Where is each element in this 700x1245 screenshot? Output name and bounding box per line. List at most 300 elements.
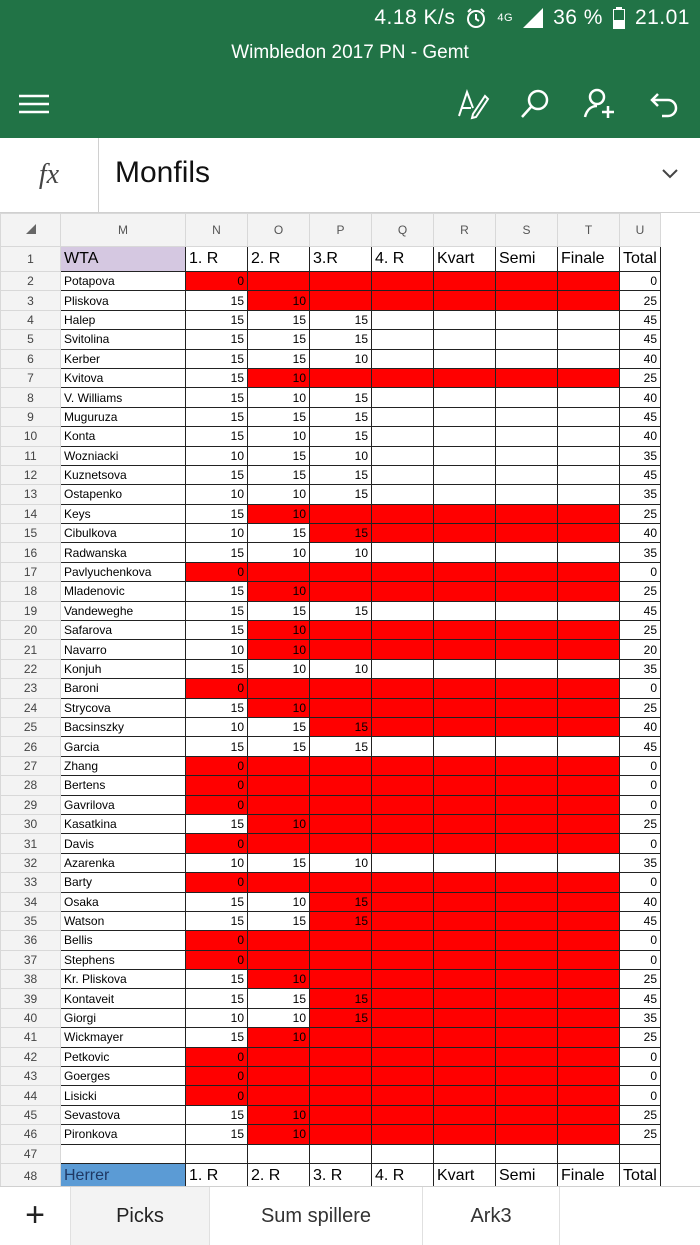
round-score-cell[interactable] [558,717,620,736]
search-icon[interactable] [518,86,554,122]
total-cell[interactable]: 25 [620,504,661,523]
total-cell[interactable]: 40 [620,717,661,736]
round-score-cell[interactable]: 15 [186,582,248,601]
player-name-cell[interactable]: Cibulkova [61,524,186,543]
round-score-cell[interactable]: 15 [248,853,310,872]
row-number[interactable]: 47 [1,1144,61,1163]
round-score-cell[interactable] [496,834,558,853]
player-name-cell[interactable]: Keys [61,504,186,523]
total-cell[interactable]: 25 [620,814,661,833]
row-number[interactable]: 14 [1,504,61,523]
row-number[interactable]: 8 [1,388,61,407]
total-cell[interactable]: 35 [620,659,661,678]
round-score-cell[interactable] [372,330,434,349]
row-number[interactable]: 46 [1,1125,61,1144]
round-score-cell[interactable] [496,1067,558,1086]
round-score-cell[interactable]: 0 [186,795,248,814]
round-score-cell[interactable] [434,795,496,814]
round-score-cell[interactable] [372,349,434,368]
round-score-cell[interactable] [372,582,434,601]
round-score-cell[interactable] [372,1047,434,1066]
player-name-cell[interactable]: Kontaveit [61,989,186,1008]
round-score-cell[interactable]: 10 [186,640,248,659]
player-name-cell[interactable]: Watson [61,911,186,930]
player-name-cell[interactable]: Pliskova [61,291,186,310]
row-number[interactable]: 31 [1,834,61,853]
round-score-cell[interactable]: 10 [248,1125,310,1144]
round-score-cell[interactable] [372,368,434,387]
player-name-cell[interactable]: Azarenka [61,853,186,872]
round-score-cell[interactable]: 15 [186,911,248,930]
header-cell[interactable]: Herrer [61,1163,186,1186]
round-score-cell[interactable] [496,368,558,387]
column-header[interactable]: S [496,214,558,247]
row-number[interactable]: 27 [1,756,61,775]
row-number[interactable]: 48 [1,1163,61,1186]
round-score-cell[interactable] [310,272,372,291]
row-number[interactable]: 17 [1,562,61,581]
round-score-cell[interactable] [496,465,558,484]
round-score-cell[interactable] [434,388,496,407]
total-cell[interactable]: 45 [620,601,661,620]
round-score-cell[interactable]: 10 [186,446,248,465]
round-score-cell[interactable] [434,621,496,640]
round-score-cell[interactable] [496,679,558,698]
total-cell[interactable]: 0 [620,756,661,775]
total-cell[interactable]: 25 [620,1105,661,1124]
round-score-cell[interactable]: 15 [310,737,372,756]
round-score-cell[interactable] [248,1086,310,1105]
round-score-cell[interactable]: 15 [248,911,310,930]
round-score-cell[interactable] [372,524,434,543]
round-score-cell[interactable]: 10 [248,892,310,911]
round-score-cell[interactable]: 15 [186,892,248,911]
round-score-cell[interactable] [248,679,310,698]
round-score-cell[interactable] [372,601,434,620]
round-score-cell[interactable]: 15 [310,601,372,620]
round-score-cell[interactable] [558,795,620,814]
total-cell[interactable]: 0 [620,873,661,892]
header-cell[interactable]: Total [620,1163,661,1186]
round-score-cell[interactable]: 10 [186,853,248,872]
round-score-cell[interactable] [496,892,558,911]
round-score-cell[interactable]: 15 [186,621,248,640]
formula-input[interactable]: Monfils [115,156,211,189]
header-cell[interactable]: Total [620,247,661,272]
total-cell[interactable]: 25 [620,291,661,310]
round-score-cell[interactable] [434,562,496,581]
player-name-cell[interactable]: Kerber [61,349,186,368]
round-score-cell[interactable] [248,795,310,814]
round-score-cell[interactable] [186,1144,248,1163]
player-name-cell[interactable]: Kasatkina [61,814,186,833]
player-name-cell[interactable]: Lisicki [61,1086,186,1105]
round-score-cell[interactable]: 15 [248,330,310,349]
round-score-cell[interactable]: 10 [248,970,310,989]
round-score-cell[interactable]: 15 [310,989,372,1008]
row-number[interactable]: 43 [1,1067,61,1086]
round-score-cell[interactable] [558,776,620,795]
row-number[interactable]: 15 [1,524,61,543]
round-score-cell[interactable] [558,1047,620,1066]
round-score-cell[interactable]: 15 [248,989,310,1008]
round-score-cell[interactable] [558,582,620,601]
round-score-cell[interactable] [434,330,496,349]
total-cell[interactable]: 0 [620,272,661,291]
round-score-cell[interactable] [372,465,434,484]
round-score-cell[interactable]: 0 [186,679,248,698]
round-score-cell[interactable] [434,446,496,465]
player-name-cell[interactable]: Petkovic [61,1047,186,1066]
round-score-cell[interactable] [496,543,558,562]
round-score-cell[interactable] [372,1105,434,1124]
round-score-cell[interactable] [496,1105,558,1124]
round-score-cell[interactable]: 15 [186,330,248,349]
round-score-cell[interactable] [558,485,620,504]
round-score-cell[interactable] [434,1105,496,1124]
header-cell[interactable]: Semi [496,1163,558,1186]
round-score-cell[interactable] [372,814,434,833]
round-score-cell[interactable] [248,1144,310,1163]
round-score-cell[interactable] [434,465,496,484]
total-cell[interactable]: 25 [620,698,661,717]
round-score-cell[interactable]: 10 [248,1105,310,1124]
round-score-cell[interactable]: 15 [186,291,248,310]
round-score-cell[interactable] [434,1047,496,1066]
round-score-cell[interactable] [496,737,558,756]
round-score-cell[interactable]: 15 [310,330,372,349]
round-score-cell[interactable] [434,504,496,523]
round-score-cell[interactable] [372,640,434,659]
total-cell[interactable]: 45 [620,911,661,930]
round-score-cell[interactable] [558,892,620,911]
round-score-cell[interactable] [434,931,496,950]
round-score-cell[interactable] [372,659,434,678]
round-score-cell[interactable] [372,892,434,911]
tab-sum-spillere[interactable]: Sum spillere [210,1187,423,1245]
round-score-cell[interactable] [434,543,496,562]
round-score-cell[interactable]: 15 [310,911,372,930]
round-score-cell[interactable]: 10 [248,621,310,640]
player-name-cell[interactable]: Bertens [61,776,186,795]
round-score-cell[interactable] [496,814,558,833]
round-score-cell[interactable] [434,1086,496,1105]
row-number[interactable]: 16 [1,543,61,562]
header-cell[interactable]: Finale [558,1163,620,1186]
player-name-cell[interactable]: V. Williams [61,388,186,407]
round-score-cell[interactable] [372,407,434,426]
round-score-cell[interactable]: 15 [186,349,248,368]
row-number[interactable]: 30 [1,814,61,833]
total-cell[interactable]: 40 [620,524,661,543]
round-score-cell[interactable] [310,814,372,833]
row-number[interactable]: 45 [1,1105,61,1124]
round-score-cell[interactable]: 0 [186,873,248,892]
round-score-cell[interactable]: 10 [248,504,310,523]
round-score-cell[interactable] [558,1144,620,1163]
round-score-cell[interactable] [248,834,310,853]
total-cell[interactable]: 40 [620,349,661,368]
round-score-cell[interactable] [558,465,620,484]
row-number[interactable]: 44 [1,1086,61,1105]
round-score-cell[interactable] [558,407,620,426]
round-score-cell[interactable] [496,853,558,872]
player-name-cell[interactable]: Giorgi [61,1008,186,1027]
round-score-cell[interactable] [496,698,558,717]
round-score-cell[interactable] [558,911,620,930]
round-score-cell[interactable]: 15 [310,485,372,504]
total-cell[interactable]: 0 [620,562,661,581]
round-score-cell[interactable] [434,659,496,678]
round-score-cell[interactable] [434,349,496,368]
round-score-cell[interactable] [372,931,434,950]
round-score-cell[interactable]: 10 [248,485,310,504]
round-score-cell[interactable] [434,814,496,833]
column-header[interactable]: N [186,214,248,247]
round-score-cell[interactable] [372,1144,434,1163]
player-name-cell[interactable]: Kvitova [61,368,186,387]
round-score-cell[interactable]: 10 [248,582,310,601]
round-score-cell[interactable] [372,795,434,814]
round-score-cell[interactable] [558,446,620,465]
row-number[interactable]: 3 [1,291,61,310]
round-score-cell[interactable] [310,776,372,795]
round-score-cell[interactable] [434,582,496,601]
round-score-cell[interactable] [558,1008,620,1027]
round-score-cell[interactable] [434,950,496,969]
round-score-cell[interactable] [372,679,434,698]
round-score-cell[interactable] [310,1047,372,1066]
total-cell[interactable]: 40 [620,892,661,911]
row-number[interactable]: 13 [1,485,61,504]
round-score-cell[interactable] [372,504,434,523]
row-number[interactable]: 33 [1,873,61,892]
round-score-cell[interactable] [310,1105,372,1124]
total-cell[interactable]: 35 [620,543,661,562]
round-score-cell[interactable]: 10 [248,543,310,562]
player-name-cell[interactable]: Kuznetsova [61,465,186,484]
header-cell[interactable]: 3.R [310,247,372,272]
row-number[interactable]: 37 [1,950,61,969]
round-score-cell[interactable] [372,873,434,892]
round-score-cell[interactable] [496,291,558,310]
total-cell[interactable]: 35 [620,853,661,872]
row-number[interactable]: 2 [1,272,61,291]
round-score-cell[interactable] [310,368,372,387]
total-cell[interactable]: 0 [620,931,661,950]
round-score-cell[interactable] [434,873,496,892]
row-number[interactable]: 1 [1,247,61,272]
round-score-cell[interactable]: 15 [310,407,372,426]
column-header[interactable]: Q [372,214,434,247]
round-score-cell[interactable] [558,291,620,310]
round-score-cell[interactable] [434,485,496,504]
round-score-cell[interactable] [496,504,558,523]
round-score-cell[interactable] [310,931,372,950]
player-name-cell[interactable]: Halep [61,310,186,329]
total-cell[interactable]: 25 [620,970,661,989]
round-score-cell[interactable] [434,834,496,853]
row-number[interactable]: 10 [1,427,61,446]
round-score-cell[interactable] [558,1125,620,1144]
round-score-cell[interactable] [372,446,434,465]
column-header[interactable]: T [558,214,620,247]
round-score-cell[interactable] [558,1086,620,1105]
row-number[interactable]: 9 [1,407,61,426]
round-score-cell[interactable] [372,717,434,736]
round-score-cell[interactable] [558,950,620,969]
player-name-cell[interactable]: Gavrilova [61,795,186,814]
row-number[interactable]: 7 [1,368,61,387]
round-score-cell[interactable] [558,931,620,950]
round-score-cell[interactable] [434,310,496,329]
round-score-cell[interactable]: 15 [248,465,310,484]
row-number[interactable]: 21 [1,640,61,659]
round-score-cell[interactable]: 15 [186,543,248,562]
player-name-cell[interactable]: Konjuh [61,659,186,678]
row-number[interactable]: 19 [1,601,61,620]
round-score-cell[interactable] [434,524,496,543]
round-score-cell[interactable] [434,737,496,756]
round-score-cell[interactable] [558,1105,620,1124]
player-name-cell[interactable]: Goerges [61,1067,186,1086]
row-number[interactable]: 32 [1,853,61,872]
column-header[interactable]: U [620,214,661,247]
chevron-down-icon[interactable] [660,164,680,184]
menu-icon[interactable] [16,86,52,122]
round-score-cell[interactable] [434,272,496,291]
round-score-cell[interactable] [434,407,496,426]
round-score-cell[interactable] [310,873,372,892]
round-score-cell[interactable]: 10 [248,1008,310,1027]
round-score-cell[interactable] [372,970,434,989]
round-score-cell[interactable] [372,737,434,756]
round-score-cell[interactable]: 15 [248,349,310,368]
round-score-cell[interactable]: 15 [248,737,310,756]
player-name-cell[interactable] [61,1144,186,1163]
total-cell[interactable]: 45 [620,465,661,484]
player-name-cell[interactable]: Davis [61,834,186,853]
round-score-cell[interactable] [248,950,310,969]
round-score-cell[interactable] [372,756,434,775]
round-score-cell[interactable] [558,679,620,698]
round-score-cell[interactable]: 15 [248,601,310,620]
round-score-cell[interactable]: 10 [248,388,310,407]
round-score-cell[interactable]: 10 [310,543,372,562]
player-name-cell[interactable]: Zhang [61,756,186,775]
player-name-cell[interactable]: Bacsinszky [61,717,186,736]
round-score-cell[interactable] [434,853,496,872]
round-score-cell[interactable] [496,582,558,601]
round-score-cell[interactable] [558,756,620,775]
round-score-cell[interactable] [434,1144,496,1163]
round-score-cell[interactable] [496,310,558,329]
player-name-cell[interactable]: Radwanska [61,543,186,562]
round-score-cell[interactable] [372,776,434,795]
round-score-cell[interactable] [496,485,558,504]
round-score-cell[interactable]: 15 [310,892,372,911]
round-score-cell[interactable] [496,349,558,368]
round-score-cell[interactable] [434,427,496,446]
round-score-cell[interactable]: 0 [186,756,248,775]
round-score-cell[interactable] [372,950,434,969]
round-score-cell[interactable] [372,1125,434,1144]
round-score-cell[interactable]: 15 [186,427,248,446]
round-score-cell[interactable] [372,834,434,853]
round-score-cell[interactable] [496,970,558,989]
header-cell[interactable]: Kvart [434,247,496,272]
row-number[interactable]: 20 [1,621,61,640]
total-cell[interactable]: 45 [620,407,661,426]
round-score-cell[interactable]: 10 [310,446,372,465]
round-score-cell[interactable] [496,524,558,543]
round-score-cell[interactable]: 15 [186,1105,248,1124]
round-score-cell[interactable] [496,446,558,465]
row-number[interactable]: 24 [1,698,61,717]
row-number[interactable]: 28 [1,776,61,795]
round-score-cell[interactable]: 10 [248,698,310,717]
round-score-cell[interactable]: 15 [186,407,248,426]
round-score-cell[interactable] [434,640,496,659]
row-number[interactable]: 26 [1,737,61,756]
round-score-cell[interactable] [496,795,558,814]
header-cell[interactable]: 1. R [186,1163,248,1186]
round-score-cell[interactable] [310,1125,372,1144]
row-number[interactable]: 12 [1,465,61,484]
round-score-cell[interactable] [558,1028,620,1047]
round-score-cell[interactable]: 0 [186,931,248,950]
total-cell[interactable]: 35 [620,446,661,465]
round-score-cell[interactable] [558,640,620,659]
total-cell[interactable]: 40 [620,427,661,446]
round-score-cell[interactable] [310,640,372,659]
round-score-cell[interactable] [310,1028,372,1047]
round-score-cell[interactable] [496,911,558,930]
header-cell[interactable]: Kvart [434,1163,496,1186]
player-name-cell[interactable]: Potapova [61,272,186,291]
share-user-icon[interactable] [582,86,618,122]
round-score-cell[interactable]: 10 [248,291,310,310]
player-name-cell[interactable]: Mladenovic [61,582,186,601]
round-score-cell[interactable] [372,1028,434,1047]
player-name-cell[interactable]: Stephens [61,950,186,969]
round-score-cell[interactable] [558,853,620,872]
column-header[interactable]: M [61,214,186,247]
round-score-cell[interactable] [496,1125,558,1144]
row-number[interactable]: 22 [1,659,61,678]
round-score-cell[interactable]: 0 [186,272,248,291]
total-cell[interactable]: 25 [620,1028,661,1047]
total-cell[interactable]: 45 [620,330,661,349]
round-score-cell[interactable] [310,621,372,640]
round-score-cell[interactable] [248,776,310,795]
round-score-cell[interactable]: 15 [186,388,248,407]
row-number[interactable]: 36 [1,931,61,950]
round-score-cell[interactable]: 15 [310,717,372,736]
round-score-cell[interactable]: 10 [248,427,310,446]
player-name-cell[interactable]: Bellis [61,931,186,950]
round-score-cell[interactable] [496,659,558,678]
round-score-cell[interactable] [558,272,620,291]
total-cell[interactable]: 45 [620,989,661,1008]
header-cell[interactable]: 3. R [310,1163,372,1186]
player-name-cell[interactable]: Sevastova [61,1105,186,1124]
total-cell[interactable]: 0 [620,795,661,814]
round-score-cell[interactable]: 0 [186,950,248,969]
round-score-cell[interactable]: 15 [248,524,310,543]
round-score-cell[interactable]: 15 [186,310,248,329]
round-score-cell[interactable] [434,911,496,930]
